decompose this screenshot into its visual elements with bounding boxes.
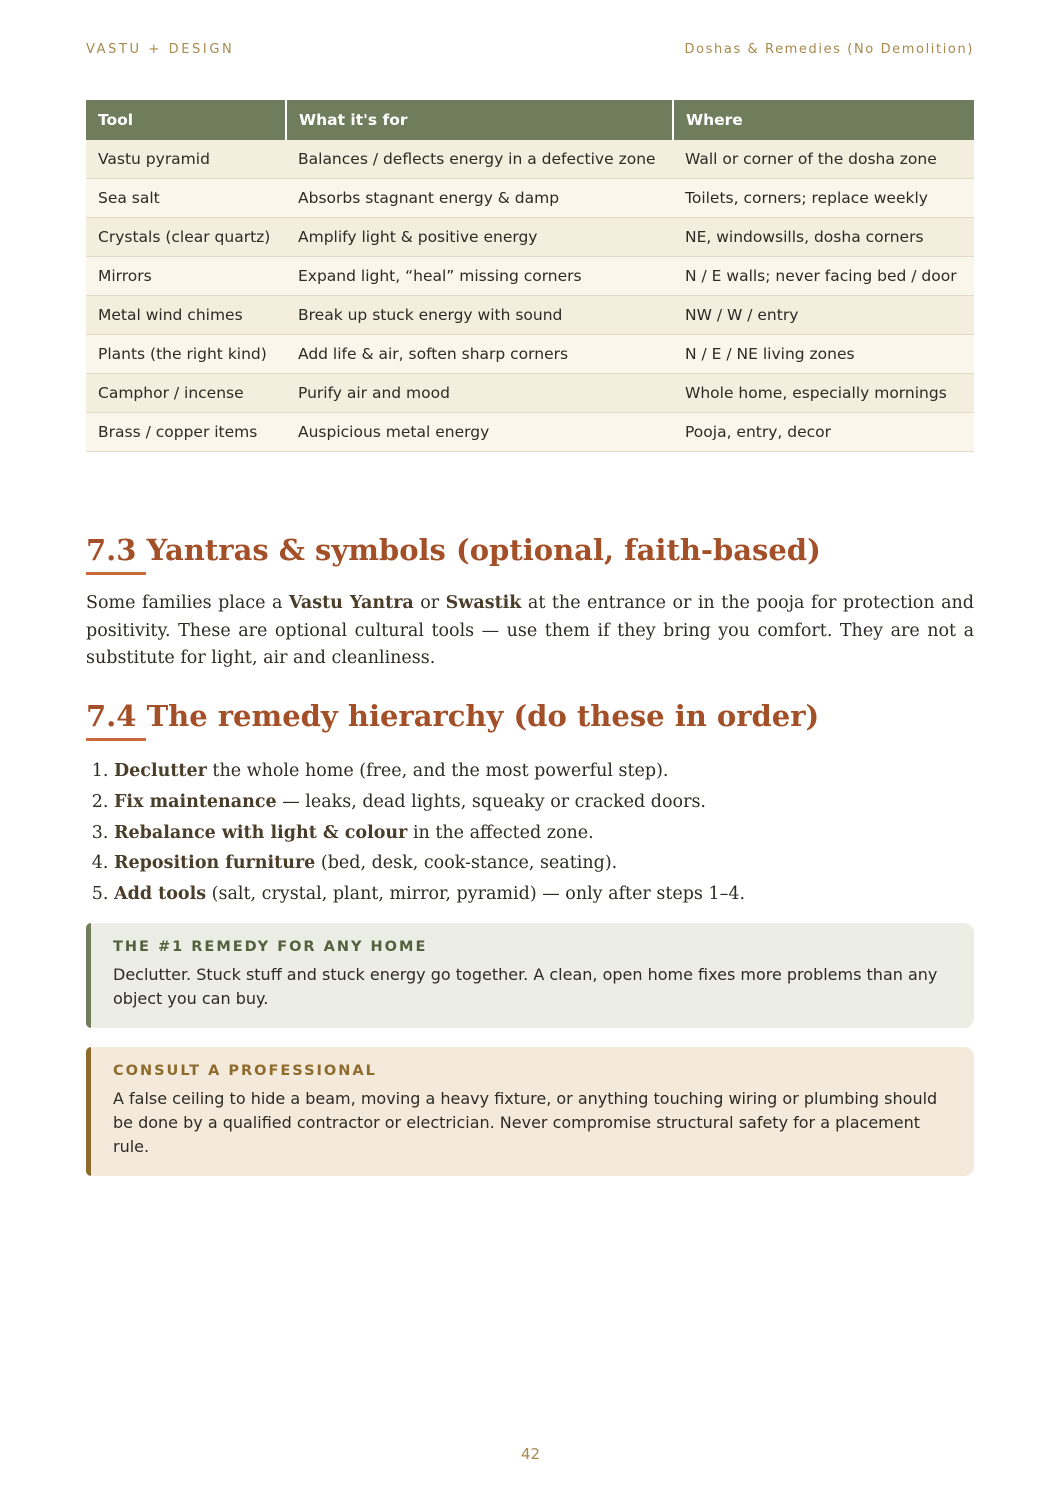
table-header-tool: Tool <box>86 100 286 140</box>
table-row <box>86 179 974 218</box>
step-text: — leaks, dead lights, squeaky or cracked doors. <box>276 791 706 812</box>
table-row <box>86 374 974 413</box>
section-heading-7-4 <box>86 699 819 733</box>
table-cell-purpose: Auspicious metal energy <box>286 413 673 452</box>
paragraph-emphasis: Swastik <box>445 593 522 613</box>
list-item <box>114 787 974 818</box>
table-cell-tool: Plants (the right kind) <box>86 335 286 374</box>
step-text: the whole home (free, and the most powerful step). <box>206 761 669 781</box>
paragraph-text: Some families place a <box>86 593 289 613</box>
section-heading-7-3 <box>86 533 821 567</box>
running-header <box>86 42 974 57</box>
paragraph-text: at the entrance or in the pooja for protection and positivity. These are optional cultural tools — use them if they bring you comfort. They are not a substitute for light, air and cleanliness. <box>86 593 975 668</box>
callout-text: Declutter. Stuck stuff and stuck energy go together. A clean, open home fixes more problems than any object you can buy. <box>113 965 938 1008</box>
table-row <box>86 335 974 374</box>
list-item <box>114 818 974 849</box>
step-text: in the affected zone. <box>407 822 594 843</box>
professional-callout <box>86 1047 974 1176</box>
section-number: 7.3 <box>86 533 137 567</box>
step-emphasis: Declutter <box>114 761 207 781</box>
yantras-paragraph <box>86 590 974 673</box>
table-cell-tool: Vastu pyramid <box>86 140 286 179</box>
table-cell-where: NE, windowsills, dosha corners <box>673 218 974 257</box>
table-row <box>86 218 974 257</box>
list-item <box>114 756 974 787</box>
table-cell-purpose: Purify air and mood <box>286 374 673 413</box>
callout-accent-bar <box>86 923 91 1028</box>
table-header-purpose: What it's for <box>286 100 673 140</box>
step-emphasis: Add tools <box>114 884 207 905</box>
table-cell-purpose: Balances / deflects energy in a defective zone <box>286 140 673 179</box>
step-text: (bed, desk, cook-stance, seating). <box>315 853 618 874</box>
table-cell-tool: Mirrors <box>86 257 286 296</box>
table-cell-where: NW / W / entry <box>673 296 974 335</box>
table-cell-purpose: Add life & air, soften sharp corners <box>286 335 673 374</box>
list-item <box>114 879 974 910</box>
page-number: 42 <box>520 1445 541 1463</box>
table-cell-where: Wall or corner of the dosha zone <box>673 140 974 179</box>
table-header-where: Where <box>673 100 974 140</box>
table-cell-purpose: Absorbs stagnant energy & damp <box>286 179 673 218</box>
running-header-right: Doshas & Remedies (No Demolition) <box>684 42 974 57</box>
table-cell-purpose: Break up stuck energy with sound <box>286 296 673 335</box>
step-text: (salt, crystal, plant, mirror, pyramid) — only after steps 1–4. <box>206 884 746 905</box>
remedy-steps-list <box>86 756 974 910</box>
table-cell-purpose: Amplify light & positive energy <box>286 218 673 257</box>
step-emphasis: Rebalance with light & colour <box>114 822 408 843</box>
table-cell-where: N / E walls; never facing bed / door <box>673 257 974 296</box>
table-cell-tool: Crystals (clear quartz) <box>86 218 286 257</box>
section-number: 7.4 <box>86 699 137 733</box>
table-row <box>86 140 974 179</box>
table-row <box>86 257 974 296</box>
table-cell-where: Whole home, especially mornings <box>673 374 974 413</box>
paragraph-emphasis: Vastu Yantra <box>288 593 414 613</box>
table-cell-where: Toilets, corners; replace weekly <box>673 179 974 218</box>
step-emphasis: Reposition furniture <box>114 853 316 874</box>
heading-underline <box>86 572 146 575</box>
callout-title: THE #1 REMEDY FOR ANY HOME <box>113 939 428 955</box>
table-cell-tool: Brass / copper items <box>86 413 286 452</box>
table-cell-where: N / E / NE living zones <box>673 335 974 374</box>
table-header-row <box>86 100 974 140</box>
table-cell-where: Pooja, entry, decor <box>673 413 974 452</box>
list-item <box>114 848 974 879</box>
table-row <box>86 413 974 452</box>
table-cell-tool: Metal wind chimes <box>86 296 286 335</box>
paragraph-text: or <box>413 593 446 613</box>
table-row <box>86 296 974 335</box>
callout-title: CONSULT A PROFESSIONAL <box>113 1063 377 1079</box>
table-cell-tool: Camphor / incense <box>86 374 286 413</box>
callout-text: A false ceiling to hide a beam, moving a heavy fixture, or anything touching wiring or plumbing should be done by a qualified contractor or electrician. Never compromise structural safety for a placement rule. <box>113 1089 938 1156</box>
tools-table <box>86 100 974 452</box>
section-title: The remedy hierarchy (do these in order) <box>146 699 820 733</box>
step-emphasis: Fix maintenance <box>114 791 277 812</box>
table-cell-tool: Sea salt <box>86 179 286 218</box>
callout-accent-bar <box>86 1047 91 1176</box>
remedy-callout <box>86 923 974 1028</box>
table-cell-purpose: Expand light, “heal” missing corners <box>286 257 673 296</box>
section-title: Yantras & symbols (optional, faith-based) <box>146 533 821 567</box>
heading-underline <box>86 738 146 741</box>
running-header-left: VASTU + DESIGN <box>86 42 235 57</box>
